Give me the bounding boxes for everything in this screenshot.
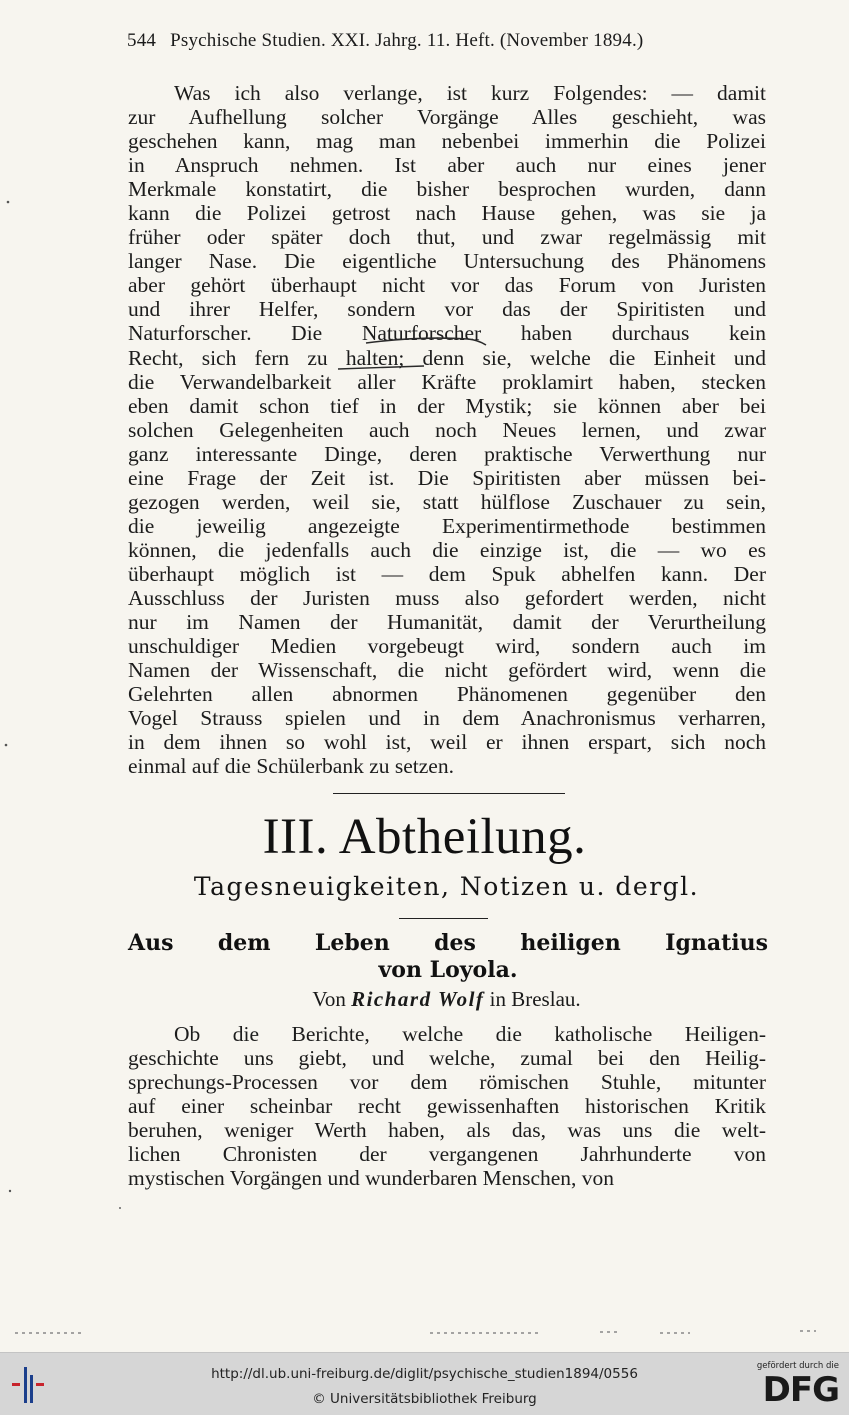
text-line: Recht, sich fern zu halten; denn sie, welche die Einheit und [128, 345, 766, 370]
text-line: nur im Namen der Humanität, damit der Verurtheilung [128, 610, 766, 635]
text-line: geschehen kann, mag man nebenbei immerhin die Polizei [128, 129, 766, 154]
text-line: einmal auf die Schülerbank zu setzen. [128, 754, 454, 779]
dfg-mark: DFG [762, 1370, 839, 1410]
text-line: mystischen Vorgängen und wunderbaren Menschen, von [128, 1166, 615, 1191]
text-line: eine Frage der Zeit ist. Die Spiritisten aber müssen bei- [128, 465, 766, 490]
text-line: solchen Gelegenheiten auch noch Neues lernen, und zwar [128, 417, 766, 442]
section-subtitle: Tagesneuigkeiten, Notizen u. dergl. [193, 872, 700, 901]
text-line: Gelehrten allen abnormen Phänomenen gegenüber den [128, 682, 766, 707]
author-name: Richard Wolf [351, 987, 485, 1011]
text-line: langer Nase. Die eigentliche Untersuchung des Phänomens [128, 249, 766, 274]
text-line: Ob die Berichte, welche die katholische Heiligen- [174, 1022, 766, 1046]
text-line: Ausschluss der Juristen muss also gefordert werden, nicht [128, 585, 766, 610]
article-title-line-1: Aus dem Leben des heiligen Ignatius [128, 930, 768, 956]
text-line: Vogel Strauss spielen und in dem Anachronismus verharren, [128, 706, 766, 731]
page-number: 544 [127, 30, 157, 51]
text-line: zur Aufhellung solcher Vorgänge Alles geschieht, was [128, 105, 766, 130]
text-line: auf einer scheinbar recht gewissenhaften historischen Kritik [128, 1094, 766, 1119]
text-line: Merkmale konstatirt, die bisher besprochen wurden, dann [128, 177, 766, 202]
text-line: die Verwandelbarkeit aller Kräfte proklamirt haben, stecken [128, 369, 766, 394]
text-line: lichen Chronisten der vergangenen Jahrhunderte von [128, 1142, 766, 1167]
text-line: ganz interessante Dinge, deren praktische Verwerthung nur [128, 441, 766, 466]
dfg-logo [749, 1359, 839, 1409]
copyright-notice: © Universitätsbibliothek Freiburg [312, 1391, 537, 1407]
text-line: Was ich also verlange, ist kurz Folgendes: — damit [174, 81, 766, 105]
pencil-underline-mark [366, 338, 486, 345]
text-line: können, die jedenfalls auch die einzige ist, die — wo es [128, 537, 766, 562]
text-line: und ihrer Helfer, sondern vor das der Spiritisten und [128, 297, 766, 322]
text-line: in dem ihnen so wohl ist, weil er ihnen erspart, sich noch [128, 730, 766, 755]
pencil-underline-mark-2 [338, 366, 424, 369]
text-line: aber gehört überhaupt nicht vor das Forum von Juristen [128, 273, 766, 298]
text-line: sprechungs-Processen vor dem römischen Stuhle, mitunter [128, 1070, 766, 1095]
text-line: in Anspruch nehmen. Ist aber auch nur eines jener [128, 153, 766, 178]
dfg-tagline: gefördert durch die [756, 1361, 839, 1371]
text-line: beruhen, weniger Werth haben, als das, was uns die welt- [128, 1118, 766, 1143]
text-line: gezogen werden, weil sie, statt hülflose Zuschauer zu sein, [128, 489, 766, 514]
footer-bar [0, 1352, 849, 1415]
text-line: überhaupt möglich ist — dem Spuk abhelfen kann. Der [128, 561, 766, 586]
section-title: III. Abtheilung. [262, 809, 587, 865]
text-line: die jeweilig angezeigte Experimentirmethode bestimmen [128, 513, 766, 538]
source-url: http://dl.ub.uni-freiburg.de/diglit/psychische_studien1894/0556 [211, 1366, 638, 1382]
text-line: Namen der Wissenschaft, die nicht gefördert wird, wenn die [128, 658, 766, 683]
byline-prefix: Von [312, 987, 346, 1011]
text-line: kann die Polizei getrost nach Hause gehen, was sie ja [128, 201, 766, 226]
text-line: unschuldiger Medien vorgebeugt wird, sondern auch im [128, 634, 766, 659]
byline-suffix: in Breslau. [489, 987, 581, 1011]
text-line: früher oder später doch thut, und zwar regelmässig mit [128, 225, 766, 250]
text-line: eben damit schon tief in der Mystik; sie können aber bei [128, 393, 766, 418]
text-line: geschichte uns giebt, und welche, zumal bei den Heilig- [128, 1046, 766, 1071]
text-line: Naturforscher. Die Naturforscher haben durchaus kein [128, 321, 766, 346]
article-title-line-2: von Loyola. [378, 957, 518, 983]
running-title: Psychische Studien. XXI. Jahrg. 11. Heft. (November 1894.) [170, 30, 644, 51]
